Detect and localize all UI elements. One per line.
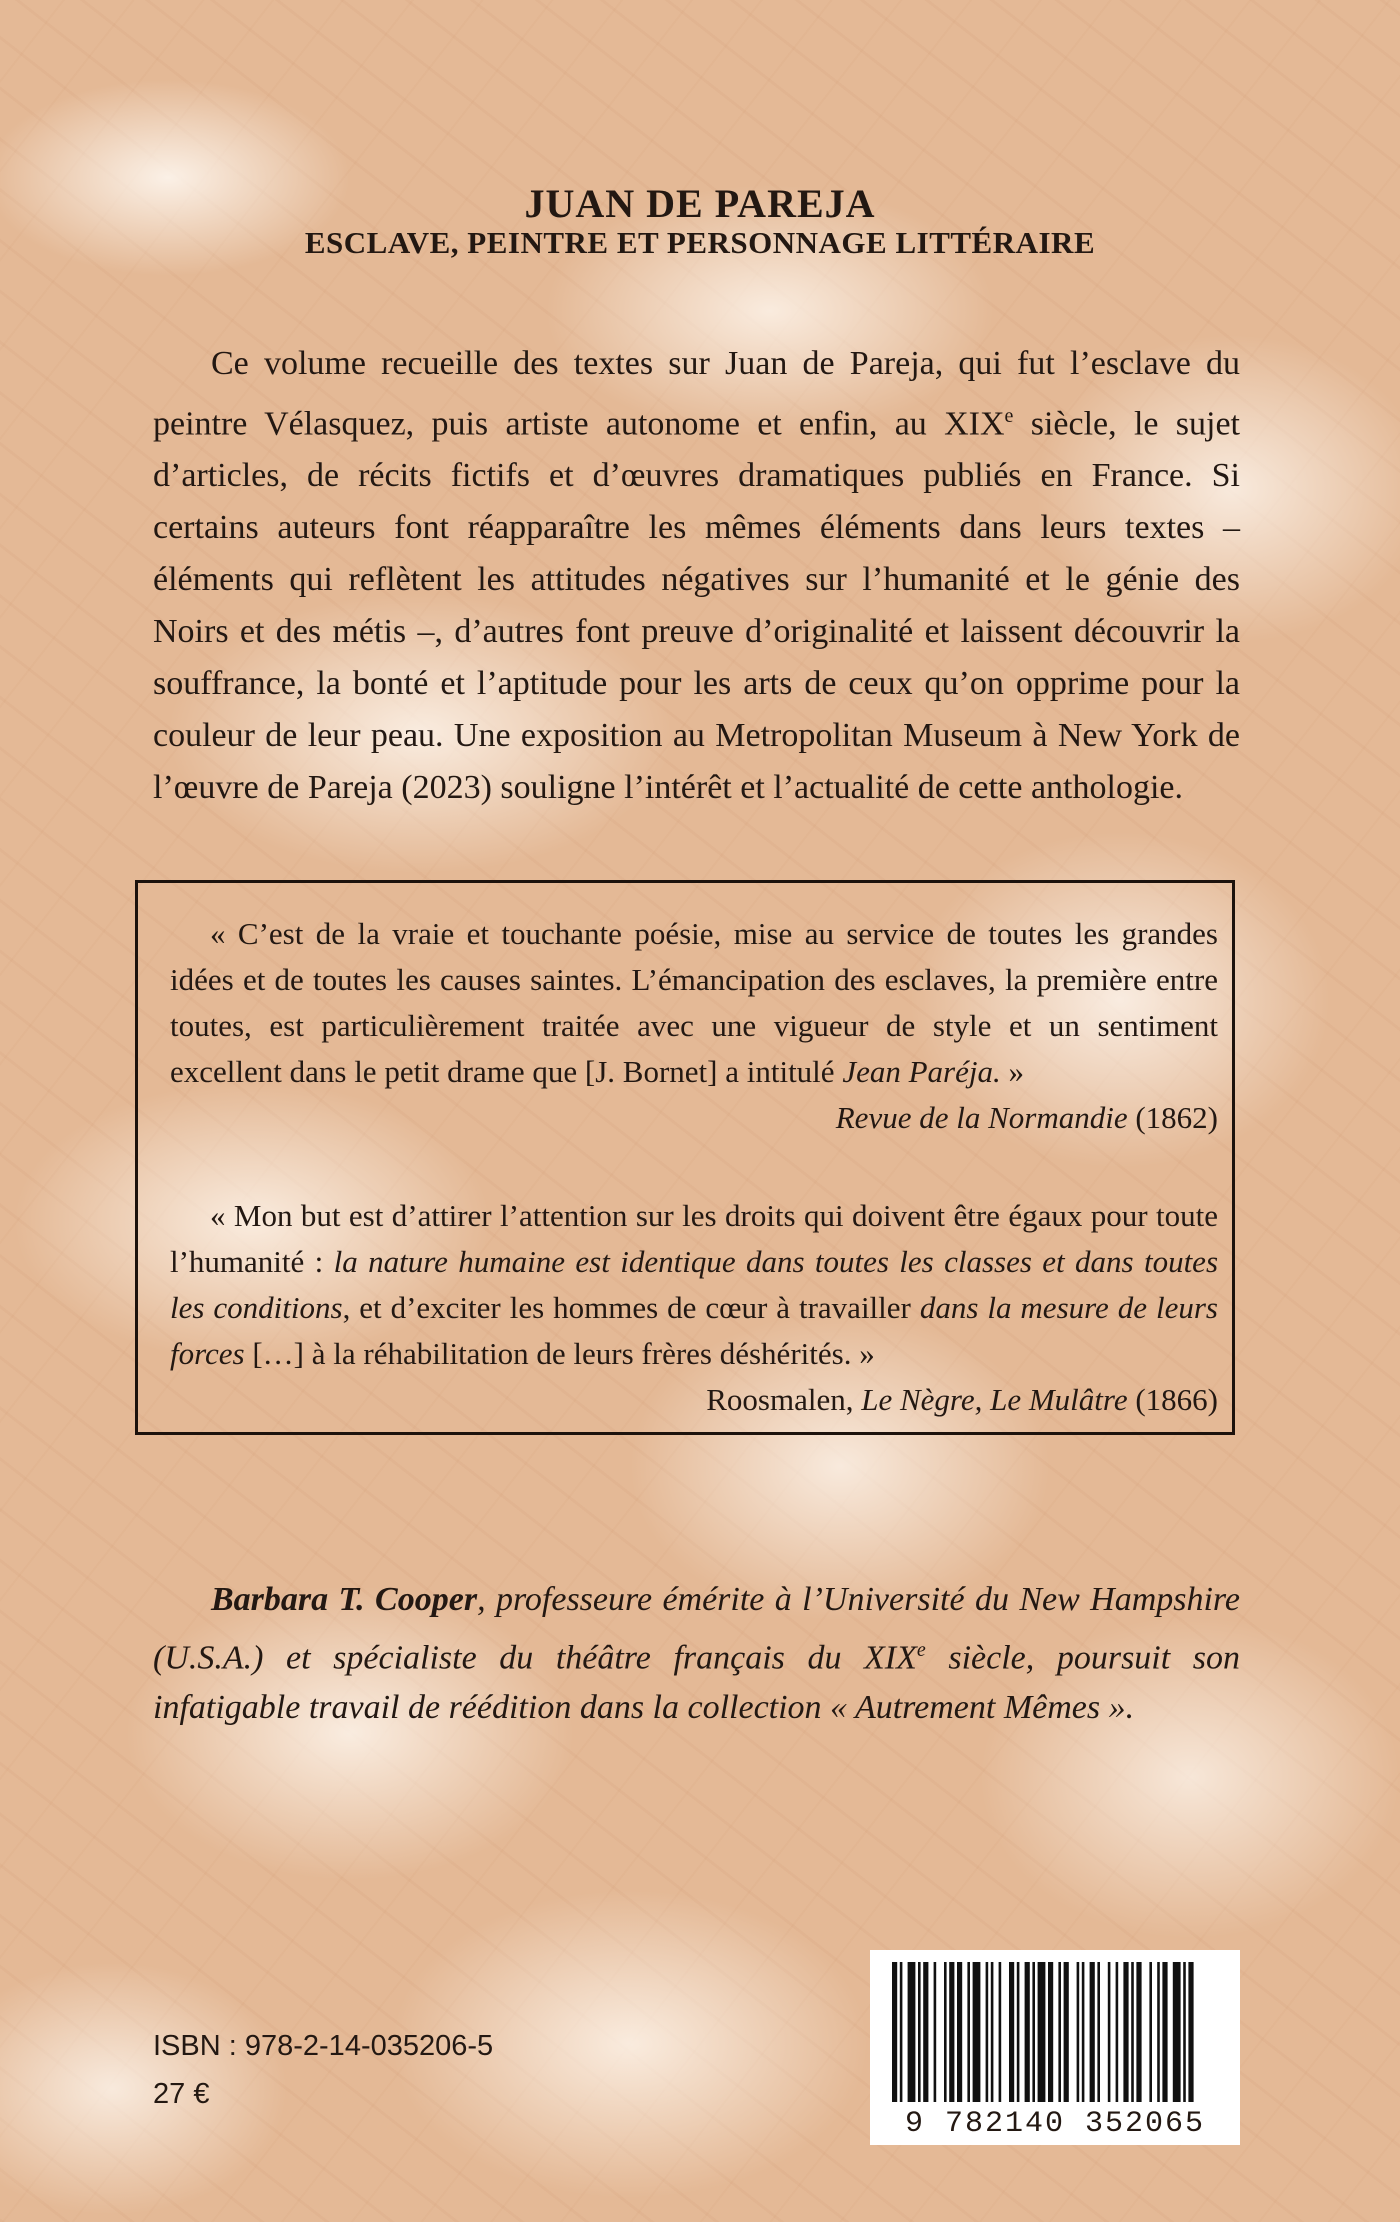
quote-1-text: « C’est de la vraie et touchante poésie, mise au service de toutes les grandes idées et de toutes les causes saintes. L’émancipation des esclaves, la première entre toutes, est particulièrement traitée avec une vigueur de style et un sentiment excellent dans le petit drame que [J. Bornet] a intitulé	[170, 916, 1218, 1089]
barcode-bar	[1131, 1962, 1134, 2102]
barcode-bar	[1032, 1962, 1035, 2102]
barcode-bar	[1017, 1962, 1020, 2102]
quote-2-source	[170, 1377, 1218, 1423]
barcode-bar	[1077, 1962, 1080, 2102]
barcode-bar	[999, 1962, 1002, 2102]
quote-1-end: »	[1000, 1054, 1024, 1089]
author-name: Barbara T. Cooper	[211, 1581, 478, 1618]
quote-2-text-1: « Mon but est d’attirer l’attention sur les droits qui doivent être égaux pour toute l’humanité :	[170, 1198, 1218, 1279]
summary-paragraph	[153, 338, 1240, 814]
barcode-bar	[1048, 1962, 1053, 2102]
barcode-bar	[1058, 1962, 1061, 2102]
quote-1-italic: Jean Paréja.	[842, 1054, 1001, 1089]
quote-1	[170, 911, 1218, 1095]
barcode-bar	[1116, 1962, 1119, 2102]
quote-2-source-author: Roosmalen,	[706, 1382, 862, 1417]
author-bio	[153, 1575, 1240, 1733]
barcode-bar	[934, 1962, 937, 2102]
barcode-bar	[923, 1962, 928, 2102]
barcode-bar	[908, 1962, 916, 2102]
barcode-bar	[1162, 1962, 1167, 2102]
barcode-bar	[1097, 1962, 1100, 2102]
summary-part2: siècle, le sujet d’articles, de récits fictifs et d’œuvres dramatiques publiés en France. Si certains auteurs font réapparaître les mêmes éléments dans leurs textes – éléments qui reflètent les attitudes négatives sur l’humanité et le génie des Noirs et des métis –, d’autres font preuve d’originalité et laissent découvrir la souffrance, la bonté et l’aptitude pour les arts de ceux qu’on opprime pour la couleur de leur peau. Une exposition au Metropolitan Museum à New York de l’œuvre de Pareja (2023) souligne l’intérêt et l’actualité de cette anthologie.	[153, 405, 1240, 807]
barcode-bar	[918, 1962, 921, 2102]
book-subtitle: ESCLAVE, PEINTRE ET PERSONNAGE LITTÉRAIRE	[304, 225, 1096, 260]
barcode-bar	[1188, 1962, 1193, 2102]
barcode-bar	[1183, 1962, 1186, 2102]
barcode-bar	[973, 1962, 981, 2102]
quote-2-text-3: […] à la réhabilitation de leurs frères déshérités. »	[244, 1336, 875, 1371]
author-bio-text-2: siècle, poursuit son infatigable travail de réédition dans la collection « Autrement Mêmes ».	[153, 1639, 1241, 1727]
quote-2-source-year: (1866)	[1127, 1382, 1218, 1417]
quotes-box	[135, 880, 1235, 1435]
author-bio-superscript: e	[916, 1639, 926, 1661]
quote-1-source-year: (1862)	[1127, 1100, 1218, 1135]
barcode-bar	[1149, 1962, 1152, 2102]
barcode-bar	[900, 1962, 903, 2102]
barcode-bar	[957, 1962, 962, 2102]
barcode-bar	[1025, 1962, 1030, 2102]
barcode-bar	[1108, 1962, 1111, 2102]
quote-2-italic-2: dans la mesure de leurs forces	[170, 1290, 1218, 1371]
barcode-bar	[1038, 1962, 1046, 2102]
barcode-bar	[1123, 1962, 1128, 2102]
quote-1-source-title: Revue de la Normandie	[835, 1100, 1128, 1135]
quote-2-italic-1: la nature humaine est identique dans toutes les classes et dans toutes les conditions	[170, 1244, 1219, 1325]
barcode-bar	[1064, 1962, 1069, 2102]
barcode-bar	[986, 1962, 989, 2102]
barcode-bar	[944, 1962, 947, 2102]
summary-part1: Ce volume recueille des textes sur Juan de Pareja, qui fut l’esclave du peintre Vélasquez, puis artiste autonome et enfin, au XIX	[153, 345, 1240, 443]
quote-1-source	[170, 1095, 1218, 1141]
book-title: JUAN DE PAREJA	[524, 181, 876, 226]
barcode-bar	[967, 1962, 970, 2102]
price: 27 €	[153, 2078, 210, 2110]
barcode-bar	[949, 1962, 954, 2102]
author-bio-text-1: , professeure émérite à l’Université du New Hampshire (U.S.A.) et spécialiste du théâtre français du XIX	[153, 1581, 1240, 1677]
quote-2-text-2: , et d’exciter les hommes de cœur à travailler	[342, 1290, 920, 1325]
barcode-digits: 9 782140 352065	[870, 2107, 1240, 2141]
barcode	[870, 1950, 1240, 2145]
isbn: ISBN : 978-2-14-035206-5	[153, 2030, 494, 2062]
barcode-bar	[1009, 1962, 1014, 2102]
barcode-bar	[892, 1962, 897, 2102]
barcode-bar	[1090, 1962, 1095, 2102]
barcode-bar	[1157, 1962, 1160, 2102]
barcode-bar	[1173, 1962, 1181, 2102]
quote-2-source-title: Le Nègre, Le Mulâtre	[861, 1382, 1128, 1417]
barcode-bar	[1136, 1962, 1141, 2102]
barcode-bar	[1082, 1962, 1085, 2102]
barcode-bars	[870, 1950, 1240, 2110]
quote-2	[170, 1193, 1218, 1377]
barcode-bar	[991, 1962, 994, 2102]
summary-superscript: e	[1004, 405, 1014, 427]
